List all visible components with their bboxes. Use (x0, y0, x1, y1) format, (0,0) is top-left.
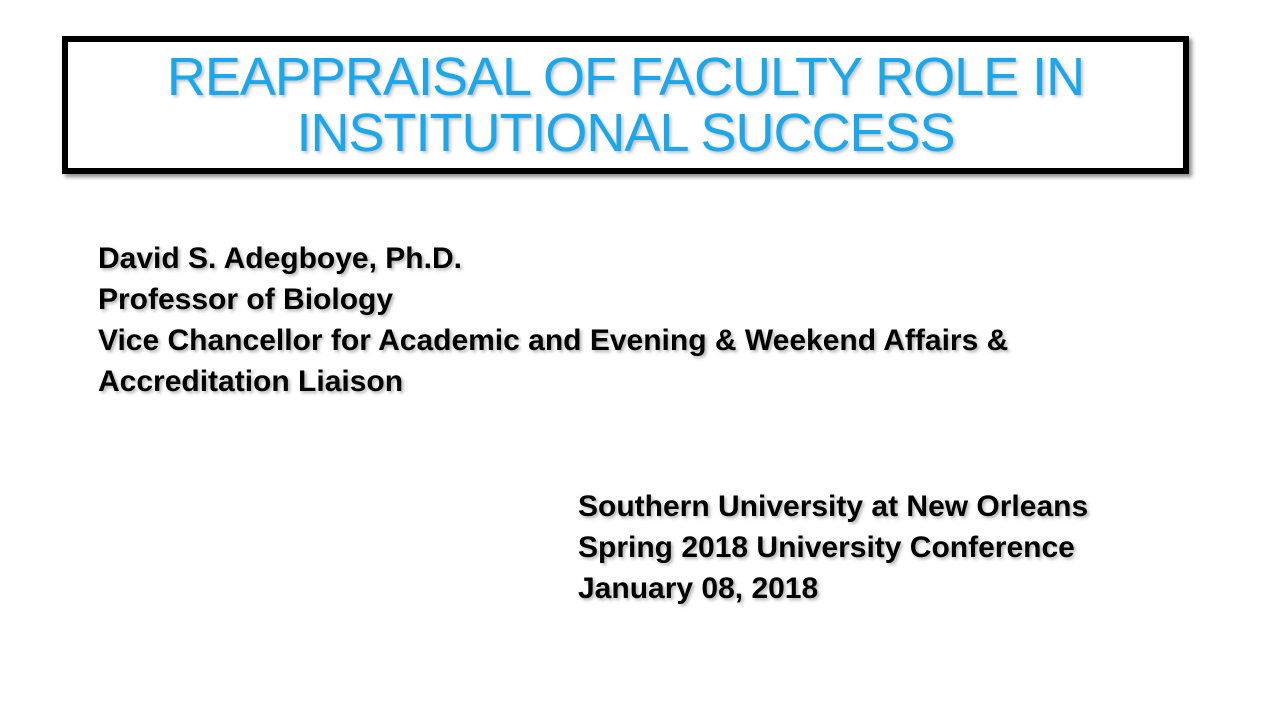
title-box (62, 36, 1189, 174)
venue-block (578, 486, 1258, 609)
author-role-line-2: Accreditation Liaison (98, 365, 404, 398)
author-block (98, 238, 1198, 402)
author-position: Professor of Biology (98, 283, 394, 316)
venue-date: January 08, 2018 (578, 572, 819, 605)
title-line-1: REAPPRAISAL OF FACULTY ROLE IN (166, 47, 1085, 107)
venue-event: Spring 2018 University Conference (578, 531, 1075, 564)
author-role-line-1: Vice Chancellor for Academic and Evening & Weekend Affairs & (98, 324, 1009, 357)
author-name: David S. Adegboye, Ph.D. (98, 242, 462, 275)
venue-institution: Southern University at New Orleans (578, 490, 1089, 523)
title-line-2: INSTITUTIONAL SUCCESS (296, 103, 955, 163)
